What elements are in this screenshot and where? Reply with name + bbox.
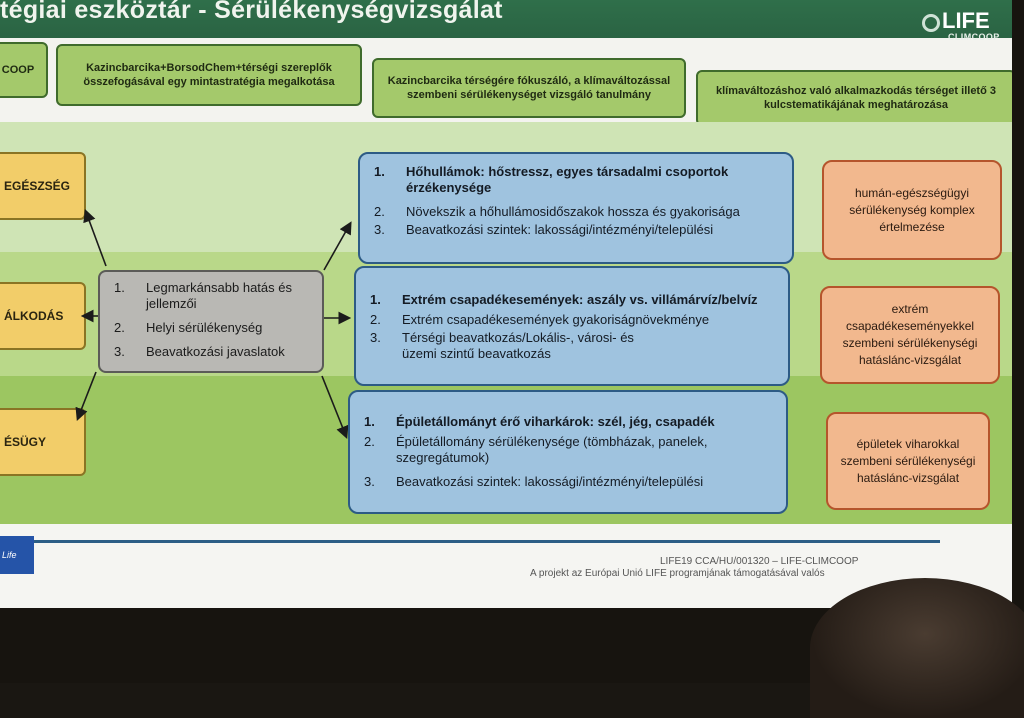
blue-item-number: 2.: [364, 434, 375, 449]
center-item-number: 1.: [114, 280, 125, 295]
center-item-number: 3.: [114, 344, 125, 359]
arrow-to-blue-1: [324, 224, 350, 270]
blue-item-text: Beavatkozási szintek: lakossági/intézményi/települési: [396, 474, 704, 489]
blue-item-text: Épületállományt érő viharkárok: szél, jég, csapadék: [396, 414, 715, 429]
blue-item-number: 1.: [364, 414, 375, 429]
blue-box-heatwaves: [358, 152, 794, 264]
center-item-text: Helyi sérülékenység: [146, 320, 263, 335]
blue-item-text: Hőhullámok: hőstressz, egyes társadalmi csoportok érzékenysége: [406, 164, 729, 195]
center-item-text: Beavatkozási javaslatok: [146, 344, 285, 359]
blue-item-number: 3.: [374, 222, 385, 237]
eu-flag-label: Life: [2, 550, 17, 560]
room-dark-edge: [1012, 0, 1024, 683]
logo-main-text: LIFE: [942, 8, 990, 33]
blue-item-text: Térségi beavatkozás/Lokális-, városi- és üzemi szintű beavatkozás: [402, 330, 634, 361]
arrow-to-health: [86, 212, 106, 266]
center-box: [98, 270, 324, 373]
blue-item-number: 2.: [370, 312, 381, 327]
logo-sub-text: CLIMCOOP: [948, 32, 1000, 42]
project-code: LIFE19 CCA/HU/001320 – LIFE-CLIMCOOP: [660, 556, 859, 567]
blue-box-precipitation: [354, 266, 790, 386]
blue-item-number: 1.: [370, 292, 381, 307]
top-box-4: klímaváltozáshoz való alkalmazkodás térséget illető 3 kulcstematikájának meghatározása: [696, 70, 1016, 126]
right-box-storms: épületek viharokkal szembeni sérülékenységi hatáslánc-vizsgálat: [826, 412, 990, 510]
blue-item-number: 1.: [374, 164, 385, 179]
blue-item-text: Extrém csapadékesemények: aszály vs. villámárvíz/belvíz: [402, 292, 758, 307]
eu-flag-icon: [0, 536, 34, 574]
top-box-3: Kazincbarcika térségére fókuszáló, a klímaváltozással szembeni sérülékenységet vizsgáló tanulmány: [372, 58, 686, 118]
top-box-2: Kazincbarcika+BorsodChem+térségi szereplők összefogásával egy mintastratégia megalkotása: [56, 44, 362, 106]
blue-item-text: Beavatkozási szintek: lakossági/intézményi/települési: [406, 222, 714, 237]
arrow-to-blue-3: [322, 376, 346, 436]
blue-item-text: Növekszik a hőhullámosidőszakok hossza és gyakorisága: [406, 204, 740, 219]
blue-item-number: 2.: [374, 204, 385, 219]
blue-item-text: Épületállomány sérülékenysége (tömbházak, panelek, szegregátumok): [396, 434, 708, 465]
footer-rule: [0, 540, 940, 543]
right-box-health: humán-egészségügyi sérülékenység komplex értelmezése: [822, 160, 1002, 260]
center-item-text: Legmarkánsabb hatás és jellemzői: [146, 280, 292, 311]
audience-head: [810, 578, 1024, 718]
blue-item-number: 3.: [370, 330, 381, 345]
left-box-health: EGÉSZSÉG: [0, 152, 86, 220]
arrow-to-buildings: [78, 372, 96, 418]
left-box-water: ÁLKODÁS: [0, 282, 86, 350]
blue-item-text: Extrém csapadékesemények gyakoriságnövekménye: [402, 312, 710, 327]
left-box-buildings: ÉSÜGY: [0, 408, 86, 476]
center-item-number: 2.: [114, 320, 125, 335]
blue-item-number: 3.: [364, 474, 375, 489]
funding-note: A projekt az Európai Unió LIFE programjának támogatásával valós: [530, 568, 825, 579]
right-box-precipitation: extrém csapadékeseményekkel szembeni sérülékenységi hatáslánc-vizsgálat: [820, 286, 1000, 384]
slide-title: tégiai eszköztár - Sérülékenységvizsgálat: [0, 0, 503, 24]
blue-box-storms: [348, 390, 788, 514]
top-box-1: COOP: [0, 42, 48, 98]
